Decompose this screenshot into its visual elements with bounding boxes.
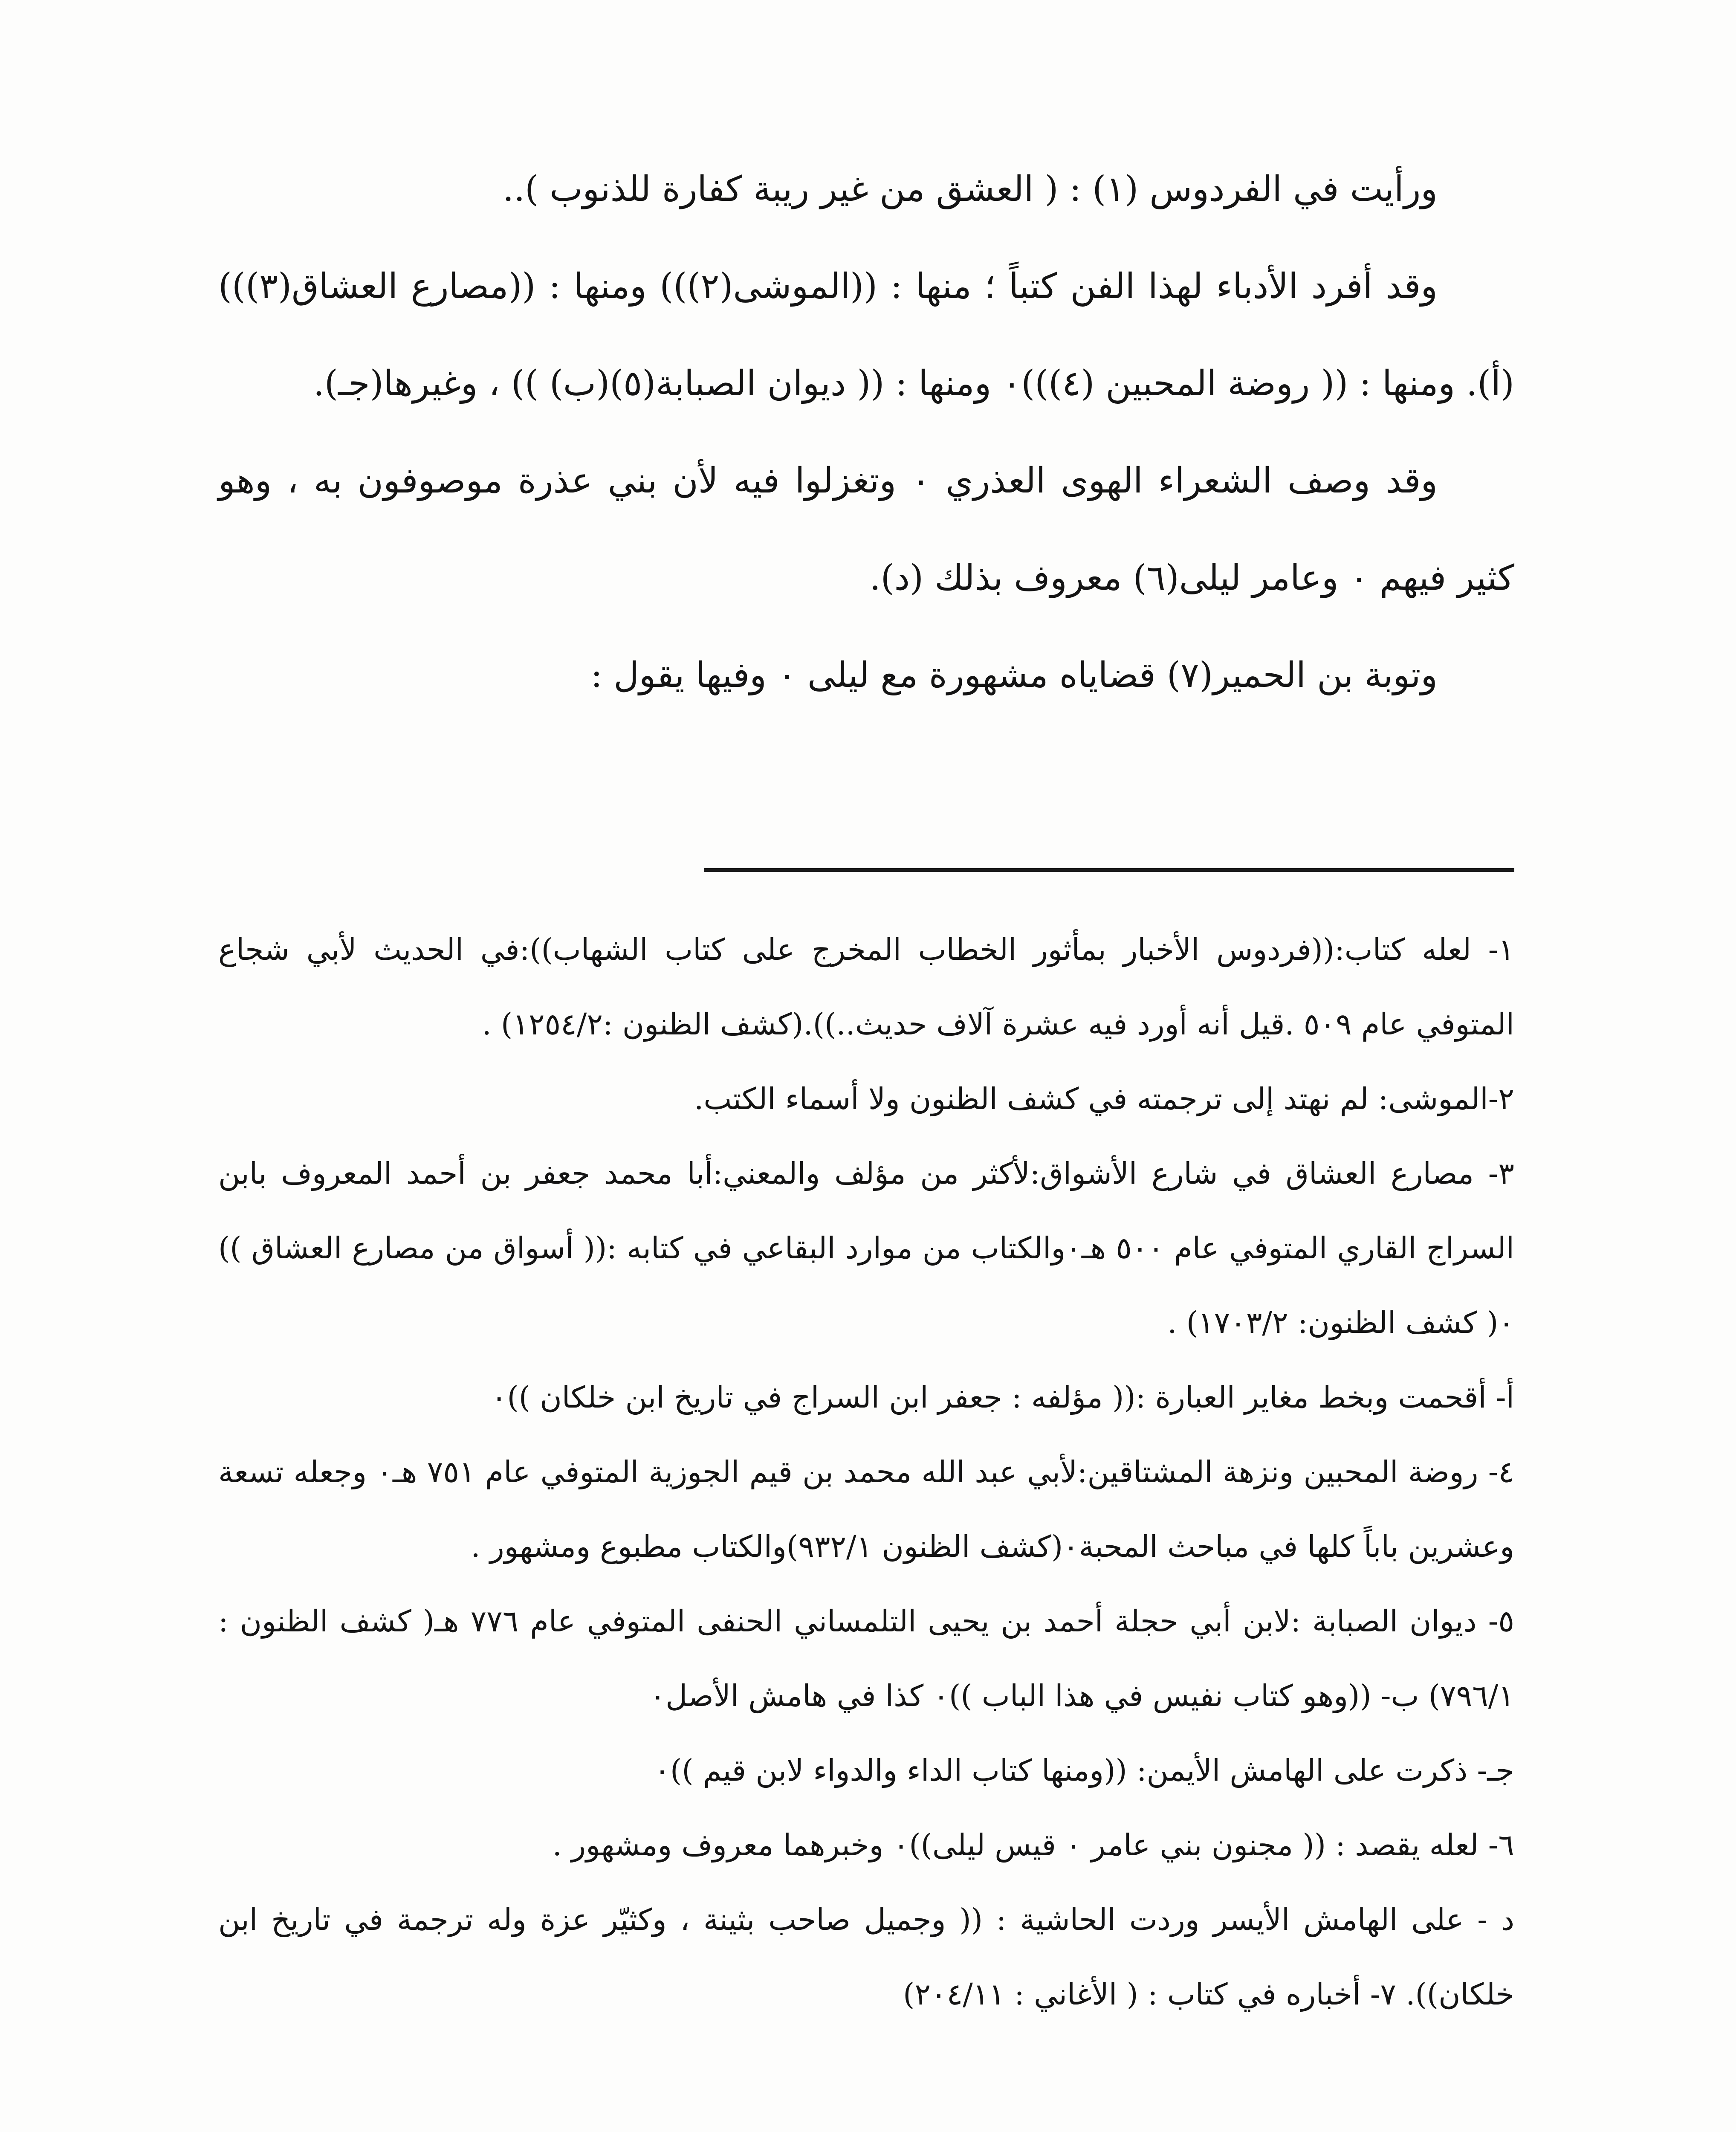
footnote-alef: أ- أقحمت وبخط مغاير العبارة :(( مؤلفه : جعفر ابن السراج في تاريخ ابن خلكان ))٠: [491, 1380, 1514, 1415]
paragraph-udhri-love: وقد وصف الشعراء الهوى العذري ٠ وتغزلوا فيه لأن بني عذرة موصوفون به ، وهو كثير فيهم ٠ وعامر ليلى(٦) معروف بذلك (د).: [218, 461, 1514, 598]
paragraph-books: وقد أفرد الأدباء لهذا الفن كتباً ؛ منها : ((الموشى(٢))) ومنها : ((مصارع العشاق(٣))) (أ). ومنها : (( روضة المحبين (٤)))٠ ومنها : (( ديوان الصبابة(٥)(ب) )) ، وغيرها(جـ).: [218, 266, 1514, 404]
footnote-1: ١- لعله كتاب:((فردوس الأخبار بمأثور الخطاب المخرج على كتاب الشهاب)):في الحديث لأبي شجاع المتوفي عام ٥٠٩ .قيل أنه أورد فيه عشرة آلاف حديث..)).(كشف الظنون :١٢٥٤/٢) .: [218, 932, 1514, 1042]
footnote-separator: [704, 868, 1514, 872]
footnote-6: ٦- لعله يقصد : (( مجنون بني عامر ٠ قيس ليلى))٠ وخبرهما معروف ومشهور .: [552, 1828, 1514, 1863]
footnote-4: ٤- روضة المحبين ونزهة المشتاقين:لأبي عبد الله محمد بن قيم الجوزية المتوفي عام ٧٥١ هـ٠ وجعله تسعة وعشرين باباً كلها في مباحث المحبة٠(كشف الظنون ٩٣٢/١)والكتاب مطبوع ومشهور .: [218, 1454, 1514, 1564]
footnote-3: ٣- مصارع العشاق في شارع الأشواق:لأكثر من مؤلف والمعني:أبا محمد جعفر بن أحمد المعروف بابن السراج القاري المتوفي عام ٥٠٠ هـ٠والكتاب من موارد البقاعي في كتابه :(( أسواق من مصارع العشاق )) ٠( كشف الظنون: ١٧٠٣/٢) .: [218, 1156, 1514, 1340]
paragraph-tawba: وتوبة بن الحمير(٧) قضاياه مشهورة مع ليلى ٠ وفيها يقول :: [590, 655, 1438, 695]
paragraph-ferdows: ورأيت في الفردوس (١) : ( العشق من غير ريبة كفارة للذنوب )..: [503, 169, 1438, 209]
footnote-5: ٥- ديوان الصبابة :لابن أبي حجلة أحمد بن يحيى التلمساني الحنفى المتوفي عام ٧٧٦ هـ( كشف الظنون : ٧٩٦/١) ب- ((وهو كتاب نفيس في هذا الباب ))٠ كذا في هامش الأصل٠: [218, 1604, 1514, 1713]
footnotes: [218, 912, 1514, 2032]
footnote-2: ٢-الموشى: لم نهتد إلى ترجمته في كشف الظنون ولا أسماء الكتب.: [694, 1081, 1514, 1116]
main-text: [218, 141, 1514, 724]
footnote-dal: د - على الهامش الأيسر وردت الحاشية : (( وجميل صاحب بثينة ، وكثيّر عزة وله ترجمة في تاريخ ابن خلكان)). ٧- أخباره في كتاب : ( الأغاني : ٢٠٤/١١): [218, 1902, 1514, 2012]
footnote-jim: جـ- ذكرت على الهامش الأيمن: ((ومنها كتاب الداء والدواء لابن قيم ))٠: [654, 1753, 1514, 1788]
